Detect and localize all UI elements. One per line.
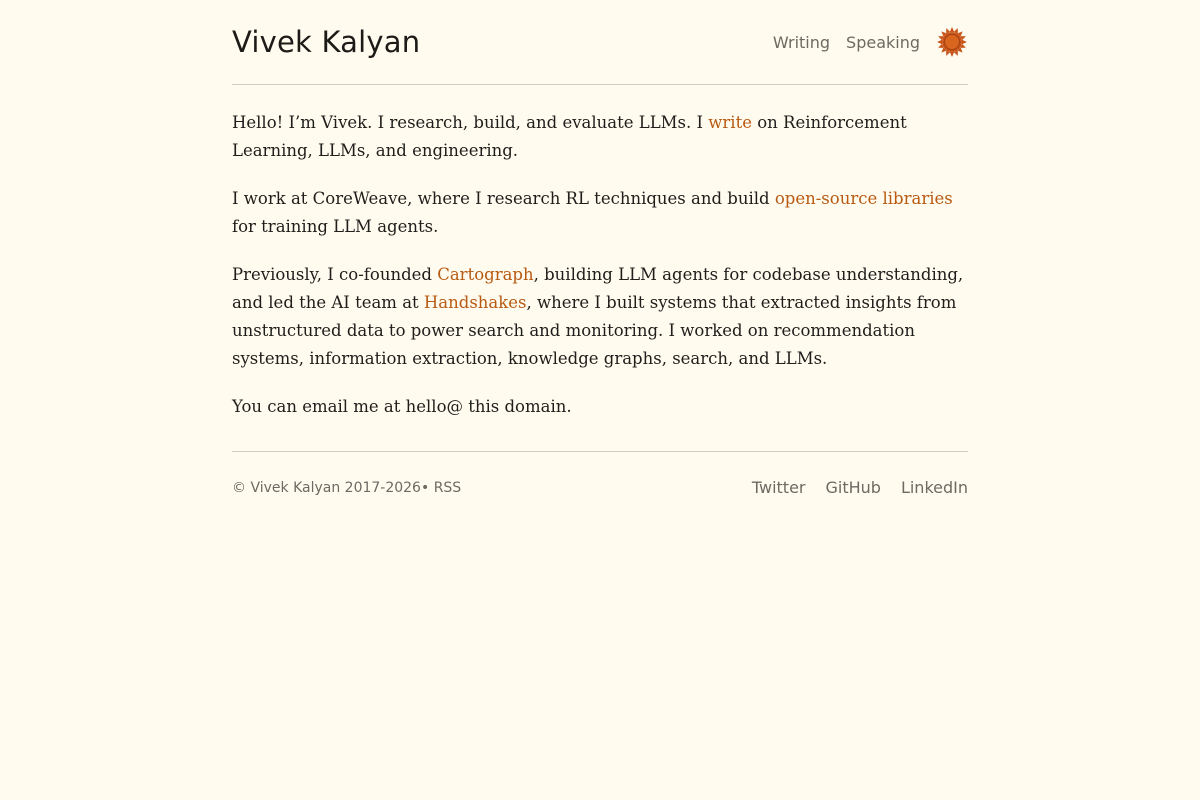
social-links xyxy=(736,478,968,498)
site-footer xyxy=(232,452,968,498)
handshakes-link[interactable]: Handshakes xyxy=(423,293,527,312)
nav-writing-link[interactable]: Writing xyxy=(772,32,831,52)
intro-content xyxy=(232,85,968,452)
intro-text: , where I built systems that extracted insights from unstructured data to power search and monitoring. I worked on recommendation systems, information extraction, knowledge graphs, search, and LLMs. xyxy=(232,293,957,368)
site-header xyxy=(232,24,968,85)
intro-text: Hello! I’m Vivek. I research, build, and evaluate LLMs. I xyxy=(232,113,709,132)
intro-paragraph-2 xyxy=(232,185,968,241)
copyright-text: © Vivek Kalyan 2017-2026 xyxy=(232,480,421,496)
sun-icon xyxy=(936,26,968,58)
footer-copyright xyxy=(232,480,461,496)
rss-link[interactable]: RSS xyxy=(433,480,462,496)
write-link[interactable]: write xyxy=(708,113,752,132)
cartograph-link[interactable]: Cartograph xyxy=(437,265,534,284)
intro-text: I work at CoreWeave, where I research RL techniques and build xyxy=(232,189,775,208)
intro-paragraph-4: You can email me at hello@ this domain. xyxy=(232,397,572,416)
nav-speaking-link[interactable]: Speaking xyxy=(846,32,920,52)
github-link[interactable]: GitHub xyxy=(825,478,881,497)
intro-text: for training LLM agents. xyxy=(232,217,439,236)
twitter-link[interactable]: Twitter xyxy=(751,478,806,497)
intro-text: Previously, I co-founded xyxy=(232,265,438,284)
page-container xyxy=(232,0,968,498)
intro-text: on Reinforcement Learning, LLMs, and engineering. xyxy=(232,113,907,160)
main-nav xyxy=(757,26,968,58)
site-title[interactable]: Vivek Kalyan xyxy=(232,25,421,59)
intro-paragraph-1 xyxy=(232,109,968,165)
theme-toggle-button[interactable] xyxy=(936,26,968,58)
separator: • xyxy=(420,480,434,496)
intro-text: , building LLM agents for codebase understanding, and led the AI team at xyxy=(232,265,964,312)
open-source-libraries-link[interactable]: open-source libraries xyxy=(774,189,953,208)
intro-paragraph-3 xyxy=(232,261,968,373)
linkedin-link[interactable]: LinkedIn xyxy=(900,478,968,497)
